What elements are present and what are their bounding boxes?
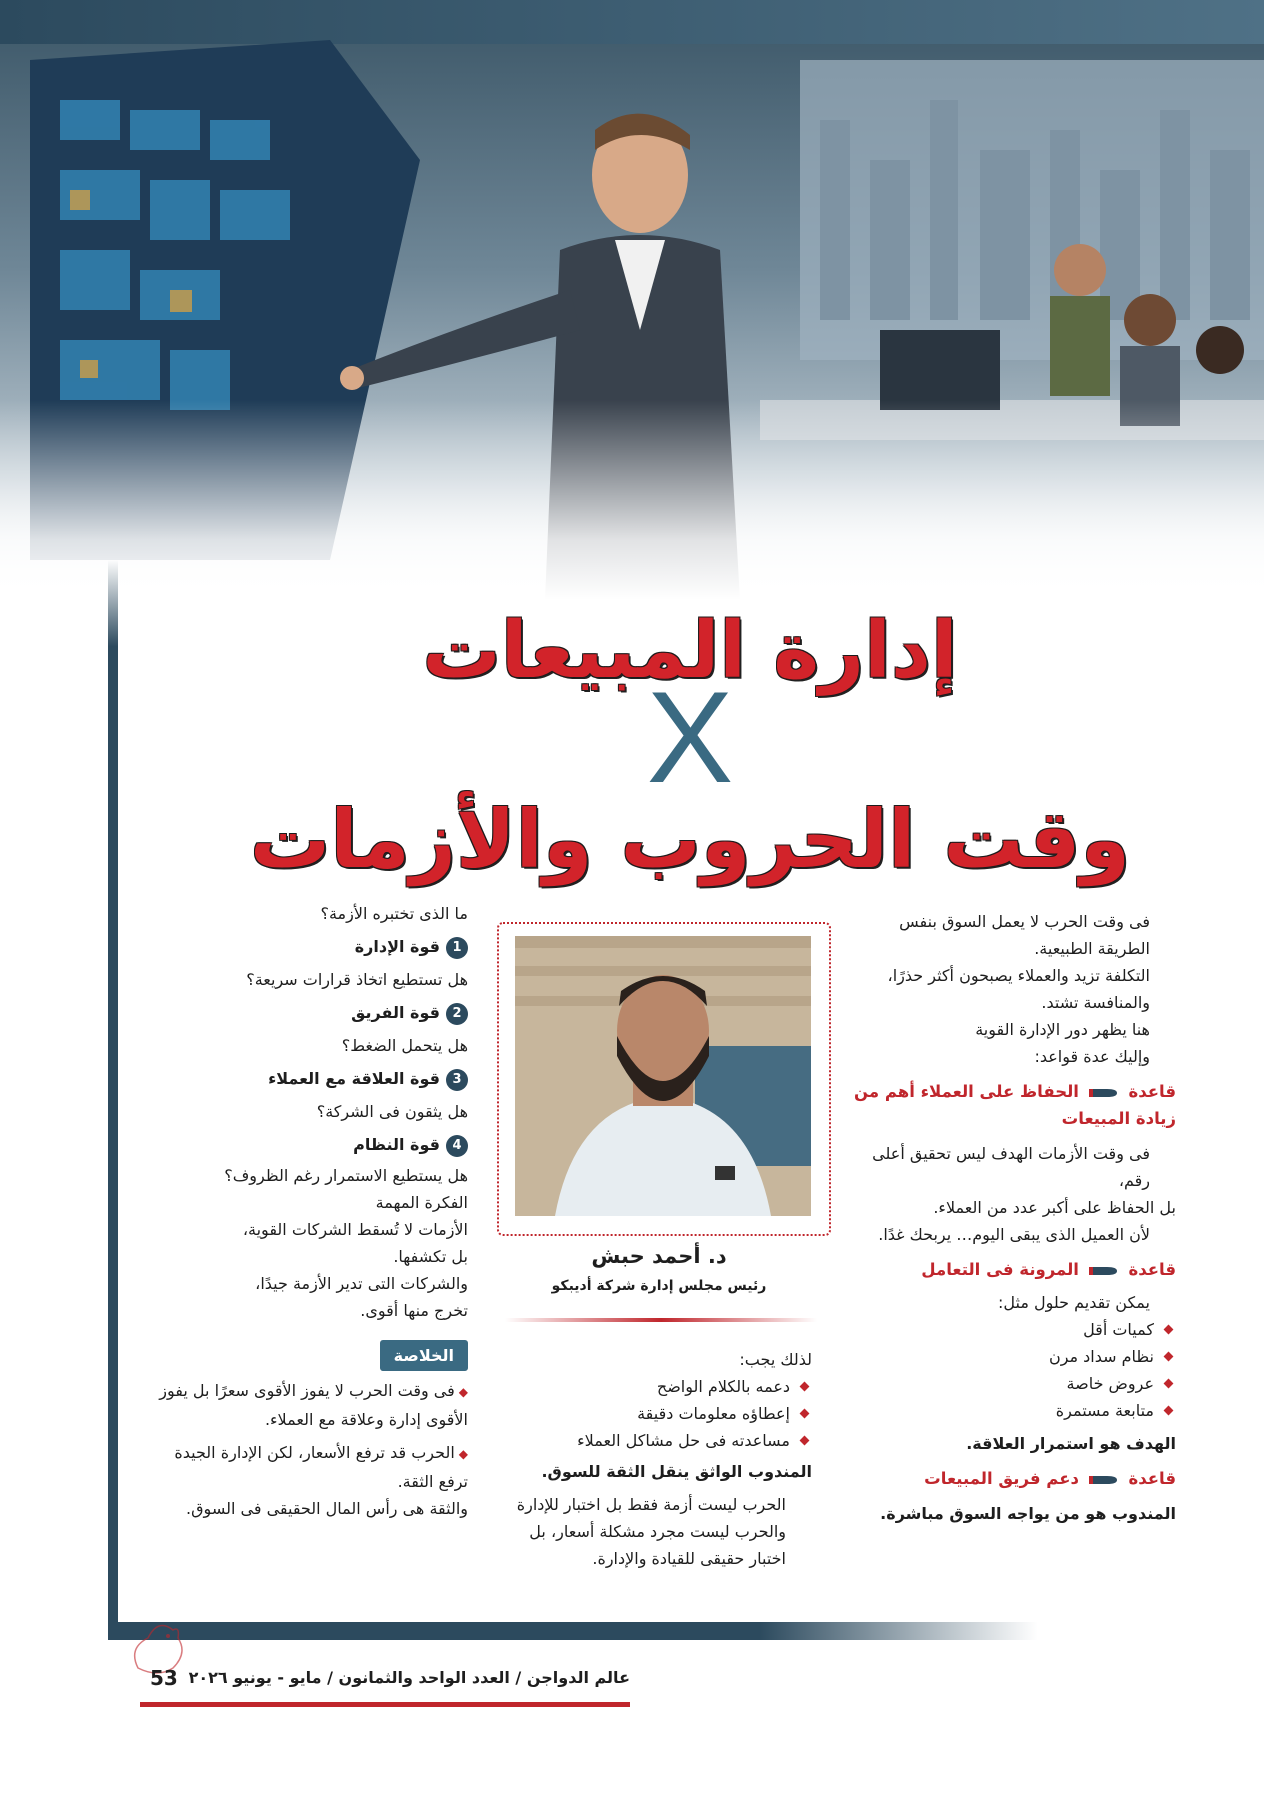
list-item: نظام سداد مرن <box>846 1343 1176 1370</box>
bold-line: المندوب هو من يواجه السوق مباشرة. <box>880 1504 1176 1523</box>
rule-prefix: قاعدة <box>1128 1082 1176 1101</box>
paragraph: لأن العميل الذى يبقى اليوم… يربحك غدًا. <box>878 1225 1150 1244</box>
paragraph: والحرب ليست مجرد مشكلة أسعار، بل اختبار حقيقى للقيادة والإدارة. <box>529 1522 786 1568</box>
list-item: دعمه بالكلام الواضح <box>500 1373 812 1400</box>
bold-line: الهدف هو استمرار العلاقة. <box>966 1434 1176 1453</box>
list-item: إعطاؤه معلومات دقيقة <box>500 1400 812 1427</box>
hero-photo <box>0 0 1264 600</box>
rule-title: دعم فريق المبيعات <box>924 1469 1079 1488</box>
headline-x: X <box>646 664 734 810</box>
left-frame-bar <box>108 560 118 1640</box>
summary-text: الحرب قد ترفع الأسعار، لكن الإدارة الجيدة ترفع الثقة. <box>174 1443 468 1491</box>
rule-title: المرونة فى التعامل <box>921 1260 1079 1279</box>
power-heading <box>148 1065 468 1092</box>
key-idea-line: الفكرة المهمة <box>375 1193 468 1212</box>
power-question: هل يستطيع الاستمرار رغم الظروف؟ <box>224 1166 468 1185</box>
left-column <box>148 900 468 1522</box>
desk-monitor <box>880 330 1000 410</box>
power-heading <box>148 999 468 1026</box>
summary-box <box>148 1334 468 1522</box>
paragraph: فى وقت الأزمات الهدف ليس تحقيق أعلى رقم، <box>872 1144 1150 1190</box>
man-hand <box>340 366 364 390</box>
power-question: هل يثقون فى الشركة؟ <box>316 1102 468 1121</box>
rule-prefix: قاعدة <box>1128 1260 1176 1279</box>
power-title: قوة الفريق <box>351 1003 440 1022</box>
rule-title: الحفاظ على العملاء أهم من زيادة المبيعات <box>854 1082 1176 1128</box>
headline-line2: وقت الحروب والأزمات <box>249 793 1131 886</box>
worker-head <box>1196 326 1244 374</box>
author-divider <box>505 1318 817 1322</box>
page-number: 53 <box>150 1666 178 1690</box>
list-item: متابعة مستمرة <box>846 1397 1176 1424</box>
list-item: عروض خاصة <box>846 1370 1176 1397</box>
middle-column <box>500 1346 812 1572</box>
power-question: هل يتحمل الضغط؟ <box>341 1036 468 1055</box>
rule-heading-2 <box>846 1256 1176 1283</box>
worker-head <box>1054 244 1106 296</box>
diamond-bullet-icon: ◆ <box>458 1385 468 1399</box>
summary-item <box>148 1439 468 1495</box>
number-badge: 3 <box>446 1069 468 1091</box>
power-heading <box>148 933 468 960</box>
paragraph: الحرب ليست أزمة فقط بل اختبار للإدارة <box>516 1495 786 1514</box>
paragraph: فى وقت الحرب لا يعمل السوق بنفس الطريقة الطبيعية. <box>899 912 1150 958</box>
power-title: قوة العلاقة مع العملاء <box>268 1069 440 1088</box>
power-title: قوة الإدارة <box>354 937 440 956</box>
power-title: قوة النظام <box>353 1135 440 1154</box>
author-portrait <box>515 936 811 1216</box>
key-idea-line: بل تكشفها. <box>393 1247 468 1266</box>
footer-issue-line: عالم الدواجن / العدد الواحد والثمانون / مايو - يونيو ٢٠٢٦ <box>188 1668 630 1687</box>
footer-rule <box>140 1702 630 1707</box>
pointing-hand-icon <box>1089 1473 1119 1487</box>
right-column <box>846 908 1176 1527</box>
bullet-list <box>500 1373 812 1454</box>
author-name: د. أحمد حبش <box>591 1244 727 1268</box>
summary-item <box>148 1377 468 1433</box>
list-item: مساعدته فى حل مشاكل العملاء <box>500 1427 812 1454</box>
pointing-hand-icon <box>1089 1264 1119 1278</box>
hero-fade <box>0 400 1264 600</box>
pointing-hand-icon <box>1089 1086 1119 1100</box>
bullet-list <box>846 1316 1176 1424</box>
city-window <box>800 60 1264 360</box>
author-role: رئيس مجلس إدارة شركة أديبكو <box>551 1278 767 1294</box>
paragraph: وإليك عدة قواعد: <box>1034 1047 1150 1066</box>
paragraph: هنا يظهر دور الإدارة القوية <box>975 1020 1150 1039</box>
rule-prefix: قاعدة <box>1128 1469 1176 1488</box>
paragraph: التكلفة تزيد والعملاء يصبحون أكثر حذرًا، والمنافسة تشتد. <box>887 966 1150 1012</box>
rule-heading-1 <box>846 1078 1176 1132</box>
rule-heading-3 <box>846 1465 1176 1492</box>
bottom-frame-bar <box>108 1622 1038 1640</box>
summary-item: والثقة هى رأس المال الحقيقى فى السوق. <box>186 1499 468 1518</box>
list-item: كميات أقل <box>846 1316 1176 1343</box>
worker-head <box>1124 294 1176 346</box>
question: ما الذى تختبره الأزمة؟ <box>320 904 468 923</box>
number-badge: 4 <box>446 1135 468 1157</box>
power-heading <box>148 1131 468 1158</box>
worker-body <box>1050 296 1110 396</box>
summary-label: الخلاصة <box>380 1340 468 1371</box>
key-idea-line: تخرج منها أقوى. <box>360 1301 468 1320</box>
paragraph: يمكن تقديم حلول مثل: <box>997 1293 1150 1312</box>
key-idea-line: والشركات التى تدير الأزمة جيدًا، <box>255 1274 468 1293</box>
key-idea-line: الأزمات لا تُسقط الشركات القوية، <box>242 1220 468 1239</box>
power-question: هل تستطيع اتخاذ قرارات سريعة؟ <box>246 970 468 989</box>
summary-text: فى وقت الحرب لا يفوز الأقوى سعرًا بل يفوز الأقوى إدارة وعلاقة مع العملاء. <box>159 1381 468 1429</box>
headline-line1: إدارة المبيعات <box>422 606 958 696</box>
number-badge: 1 <box>446 937 468 959</box>
paragraph: لذلك يجب: <box>739 1350 812 1369</box>
paragraph: بل الحفاظ على أكبر عدد من العملاء. <box>933 1198 1176 1217</box>
author-photo <box>515 936 811 1216</box>
bold-line: المندوب الواثق ينقل الثقة للسوق. <box>541 1462 812 1481</box>
diamond-bullet-icon: ◆ <box>458 1447 468 1461</box>
number-badge: 2 <box>446 1003 468 1025</box>
